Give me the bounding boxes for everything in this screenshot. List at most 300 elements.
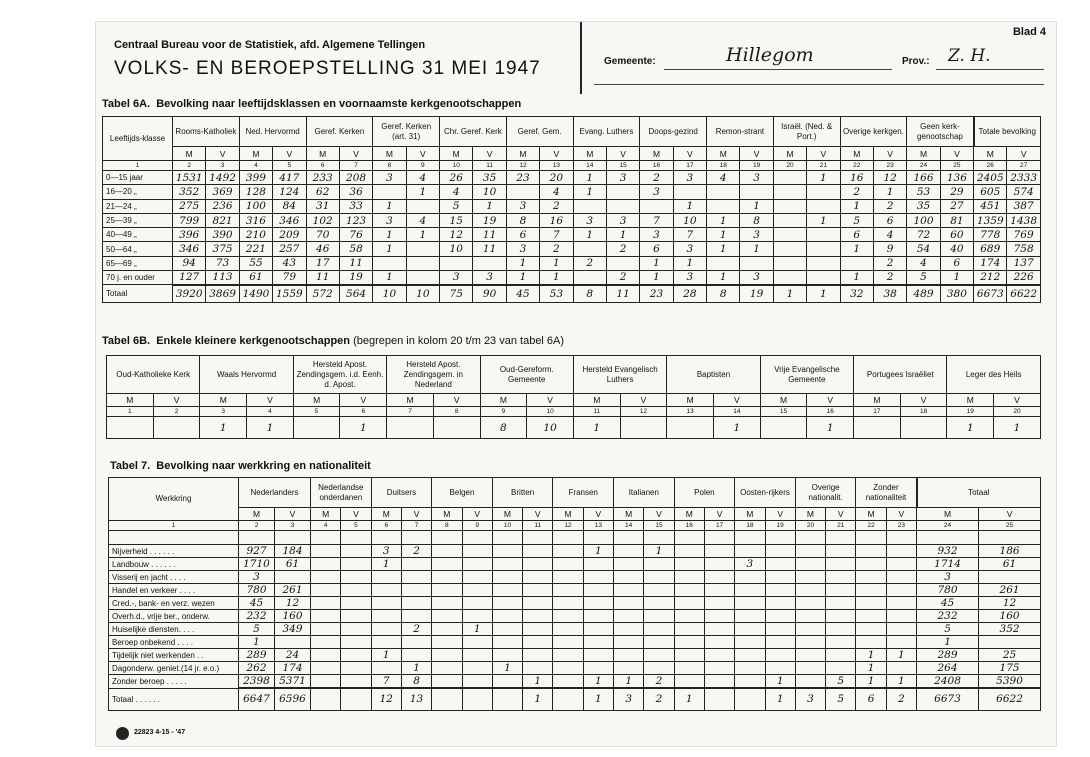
t7-cell — [674, 675, 704, 689]
t6a-cell: 1359 — [974, 213, 1007, 227]
t6a-cell — [807, 256, 840, 270]
t7-cell — [492, 649, 522, 662]
t6a-cell: 19 — [339, 271, 372, 285]
t7-sex-v: V — [341, 508, 371, 521]
t7-col-number: 8 — [432, 521, 462, 531]
t6a-cell — [773, 271, 806, 285]
t6a-cell — [707, 185, 740, 199]
t7-cell — [523, 623, 553, 636]
t7-cell — [432, 597, 462, 610]
t7-cell — [826, 636, 856, 649]
t6a-cell: 1 — [406, 185, 439, 199]
t6a-cell: 3 — [506, 242, 539, 256]
t7-cell: 12 — [979, 597, 1041, 610]
t6a-group-header: Ned. Hervormd — [239, 117, 306, 147]
t7-spacer-cell — [704, 531, 734, 545]
t7-sex-v: V — [979, 508, 1041, 521]
t6a-cell — [773, 213, 806, 227]
t6b-col-number: 4 — [247, 407, 294, 417]
t7-col-number: 16 — [674, 521, 704, 531]
t6a-cell: 210 — [239, 228, 272, 242]
t7-cell — [492, 623, 522, 636]
t7-row-label: Dagonderw. geniet.(14 jr. e.o.) — [109, 662, 239, 675]
t6a-sex-m: M — [306, 147, 339, 161]
t6a-cell: 236 — [206, 199, 239, 213]
t6a-cell — [773, 199, 806, 213]
t6a-total-cell: 11 — [606, 285, 639, 303]
t7-cell: 2 — [644, 675, 674, 689]
t6a-cell: 2 — [540, 242, 573, 256]
t7-cell — [765, 545, 795, 558]
t7-cell — [856, 636, 886, 649]
t7-total-cell: 6622 — [979, 688, 1041, 710]
t7-cell: 1 — [462, 623, 492, 636]
t7-sex-v: V — [462, 508, 492, 521]
t6a-cell: 1 — [640, 256, 673, 270]
t6a-cell — [406, 271, 439, 285]
t7-cell: 5 — [826, 675, 856, 689]
t7-cell — [704, 649, 734, 662]
t6a-cell: 1 — [373, 242, 406, 256]
t7-cell — [826, 662, 856, 675]
t6a-cell: 1 — [373, 199, 406, 213]
t7-cell — [462, 675, 492, 689]
t7-cell: 45 — [239, 597, 275, 610]
t7-cell: 1 — [492, 662, 522, 675]
t7-spacer-cell — [886, 531, 916, 545]
t7-group-header: Overige nationalit. — [795, 478, 856, 508]
t7-total-cell — [704, 688, 734, 710]
t6a-cell: 1 — [740, 199, 773, 213]
t7-cell — [341, 675, 371, 689]
t6b-cell — [387, 417, 434, 439]
t6a-row-label: 16—20 „ — [103, 185, 173, 199]
t6a-col-number: 24 — [907, 161, 940, 171]
t7-cell — [553, 610, 583, 623]
t6b-col-number: 19 — [947, 407, 994, 417]
t7-cell — [432, 584, 462, 597]
t7-cell — [462, 636, 492, 649]
t7-sex-v: V — [644, 508, 674, 521]
t7-cell — [765, 662, 795, 675]
t7-cell — [614, 623, 644, 636]
t7-cell: 1 — [856, 662, 886, 675]
t7-cell — [886, 636, 916, 649]
t7-cell — [886, 662, 916, 675]
t6a-cell: 226 — [1007, 271, 1040, 285]
t7-cell — [432, 571, 462, 584]
t7-cell — [583, 649, 613, 662]
t7-cell: 1 — [614, 675, 644, 689]
t7-group-header: Totaal — [917, 478, 1041, 508]
t6a-cell: 11 — [339, 256, 372, 270]
t7-spacer-cell — [341, 531, 371, 545]
t6a-sex-m: M — [707, 147, 740, 161]
t6a-sex-m: M — [773, 147, 806, 161]
t6b-sex-v: V — [527, 394, 574, 407]
t7-col-number: 23 — [886, 521, 916, 531]
t6a-cell: 2 — [873, 256, 906, 270]
t7-cell — [432, 636, 462, 649]
t7-spacer-cell — [674, 531, 704, 545]
t7-cell — [553, 636, 583, 649]
t7-total-cell: 6596 — [275, 688, 311, 710]
t6a-cell: 70 — [306, 228, 339, 242]
t7-cell — [311, 610, 341, 623]
t7-cell — [553, 545, 583, 558]
t7-cell — [826, 584, 856, 597]
t6a-group-header: Rooms-Katholiek — [173, 117, 240, 147]
t7-row-label: Beroep onbekend . . . . — [109, 636, 239, 649]
t6a-cell: 1 — [540, 271, 573, 285]
t7-cell — [644, 597, 674, 610]
t6a-total-cell: 1 — [773, 285, 806, 303]
t7-cell — [341, 545, 371, 558]
gemeente-underline — [664, 69, 892, 70]
t6a-total-cell: 380 — [940, 285, 973, 303]
t6a-col-number: 7 — [339, 161, 372, 171]
t7-spacer-cell — [239, 531, 275, 545]
t7-row-label: Handel en verkeer . . . . — [109, 584, 239, 597]
t6b-sex-m: M — [760, 394, 807, 407]
t7-cell — [492, 675, 522, 689]
t7-cell — [886, 584, 916, 597]
t6a-row — [103, 171, 1041, 185]
t7-cell: 3 — [917, 571, 979, 584]
t7-col-number: 4 — [311, 521, 341, 531]
t6a-cell — [606, 199, 639, 213]
t7-cell: 174 — [275, 662, 311, 675]
t6a-cell: 6 — [940, 256, 973, 270]
t7-cell — [886, 597, 916, 610]
t6a-col-number: 23 — [873, 161, 906, 171]
t6b-cell: 10 — [527, 417, 574, 439]
t6a-cell: 94 — [173, 256, 206, 270]
t6a-cell: 174 — [974, 256, 1007, 270]
t7-sex-m: M — [795, 508, 825, 521]
t6a-cell: 29 — [940, 185, 973, 199]
t7-cell — [674, 545, 704, 558]
t7-cell — [553, 571, 583, 584]
t6a-row — [103, 242, 1041, 256]
t6a-col-number: 18 — [707, 161, 740, 171]
t7-cell — [644, 649, 674, 662]
t7-row — [109, 636, 1041, 649]
table-6b — [106, 355, 1041, 439]
t6a-cell: 1 — [506, 256, 539, 270]
t7-spacer-cell — [462, 531, 492, 545]
t7-cell — [795, 675, 825, 689]
t7-total-cell — [311, 688, 341, 710]
table-6b-label: Tabel 6B. — [102, 335, 151, 347]
t6a-cell: 3 — [606, 213, 639, 227]
t6a-group-header: Geen kerk-genootschap — [907, 117, 974, 147]
t6a-cell: 1 — [573, 228, 606, 242]
t6b-col-number: 9 — [480, 407, 527, 417]
t7-cell: 1 — [371, 558, 401, 571]
t7-cell: 1 — [856, 675, 886, 689]
t7-cell — [614, 649, 644, 662]
t7-cell — [856, 623, 886, 636]
t7-col-number: 19 — [765, 521, 795, 531]
t6a-row-label: 0—15 jaar — [103, 171, 173, 185]
t6a-group-header: Geref. Kerken (art. 31) — [373, 117, 440, 147]
t6b-group-header: Vrije Evangelische Gemeente — [760, 356, 853, 394]
t7-sex-m: M — [674, 508, 704, 521]
t6a-cell: 20 — [540, 171, 573, 185]
t6a-sex-v: V — [740, 147, 773, 161]
t6a-cell: 209 — [273, 228, 306, 242]
t7-cell: 160 — [979, 610, 1041, 623]
t7-cell: 261 — [979, 584, 1041, 597]
t7-cell — [523, 610, 553, 623]
t6a-total-cell: 53 — [540, 285, 573, 303]
t7-spacer-row — [109, 531, 1041, 545]
t6a-total-cell: 38 — [873, 285, 906, 303]
t6a-cell: 166 — [907, 171, 940, 185]
t6a-total-cell: 8 — [573, 285, 606, 303]
t7-group-header: Oosten-rijkers — [735, 478, 796, 508]
t6a-cell — [406, 242, 439, 256]
t6a-sex-v: V — [940, 147, 973, 161]
t6b-group-header: Hersteld Apost. Zendingsgem. in Nederland — [387, 356, 480, 394]
t7-col-number: 3 — [275, 521, 311, 531]
t6b-cell — [854, 417, 901, 439]
t6b-sex-m: M — [480, 394, 527, 407]
t7-cell — [553, 584, 583, 597]
t7-cell: 1 — [856, 649, 886, 662]
t6a-cell: 1438 — [1007, 213, 1040, 227]
t7-cell — [492, 558, 522, 571]
sheet-number: Blad 4 — [1012, 26, 1046, 38]
t6a-cell: 6 — [840, 228, 873, 242]
t7-cell: 1 — [401, 662, 431, 675]
table-6b-heading — [102, 335, 564, 347]
t6a-cell — [673, 185, 706, 199]
t6b-cell: 1 — [713, 417, 760, 439]
t6a-col-number: 13 — [540, 161, 573, 171]
t7-sex-v: V — [826, 508, 856, 521]
print-code: 22823 4-15 - '47 — [134, 729, 186, 736]
t6b-col-number: 1 — [107, 407, 154, 417]
table-6a-title: Bevolking naar leeftijdsklassen en voornaamste kerkgenootschappen — [156, 98, 522, 110]
t7-cell — [371, 597, 401, 610]
t7-sex-v: V — [765, 508, 795, 521]
t6a-cell: 60 — [940, 228, 973, 242]
t7-cell — [583, 662, 613, 675]
t6b-group-header: Oud-Katholieke Kerk — [107, 356, 200, 394]
t7-cell — [674, 610, 704, 623]
t6a-row-label: 70 j. en ouder — [103, 271, 173, 285]
t7-cell — [462, 558, 492, 571]
t7-cell — [674, 636, 704, 649]
t6a-sex-v: V — [873, 147, 906, 161]
t7-row-label: Cred.-, bank- en verz. wezen — [109, 597, 239, 610]
t7-spacer-cell — [401, 531, 431, 545]
t7-cell: 7 — [371, 675, 401, 689]
t7-cell — [553, 675, 583, 689]
t7-cell: 61 — [275, 558, 311, 571]
t7-sex-m: M — [432, 508, 462, 521]
t7-cell: 1 — [583, 545, 613, 558]
t6a-cell: 46 — [306, 242, 339, 256]
t6a-cell: 316 — [239, 213, 272, 227]
t6b-col-number: 12 — [620, 407, 667, 417]
t6b-col-number: 14 — [713, 407, 760, 417]
t6a-cell: 2 — [873, 271, 906, 285]
t6a-sex-m: M — [173, 147, 206, 161]
t7-cell — [341, 649, 371, 662]
t7-cell — [553, 623, 583, 636]
t7-cell — [614, 636, 644, 649]
t7-number-row — [109, 521, 1041, 531]
t7-cell — [462, 649, 492, 662]
t6a-cell — [406, 256, 439, 270]
t6a-cell: 76 — [339, 228, 372, 242]
t6b-cell: 1 — [807, 417, 854, 439]
t7-cell — [432, 675, 462, 689]
t7-sex-v: V — [886, 508, 916, 521]
t7-cell — [704, 571, 734, 584]
t6a-cell: 128 — [239, 185, 272, 199]
t7-cell — [371, 623, 401, 636]
prov-underline — [936, 69, 1044, 70]
t7-cell — [704, 558, 734, 571]
t6a-cell: 778 — [974, 228, 1007, 242]
t7-row — [109, 623, 1041, 636]
t7-cell: 349 — [275, 623, 311, 636]
t7-group-header: Duitsers — [371, 478, 432, 508]
t7-cell — [311, 636, 341, 649]
t7-cell — [553, 649, 583, 662]
t7-cell — [826, 649, 856, 662]
t6a-col-number: 5 — [273, 161, 306, 171]
t6a-cell: 2 — [606, 271, 639, 285]
header-underline — [594, 84, 1044, 85]
t7-cell — [371, 584, 401, 597]
t6a-cell: 1 — [707, 228, 740, 242]
t7-cell — [765, 649, 795, 662]
census-form-sheet — [96, 22, 1056, 746]
t6a-cell: 12 — [873, 171, 906, 185]
t6b-group-header: Oud-Gereform. Gemeente — [480, 356, 573, 394]
t6b-sex-m: M — [387, 394, 434, 407]
t7-spacer-cell — [371, 531, 401, 545]
t7-cell — [583, 597, 613, 610]
t7-cell — [856, 584, 886, 597]
t6a-cell: 3 — [373, 171, 406, 185]
t6a-cell: 100 — [907, 213, 940, 227]
t7-total-cell: 1 — [523, 688, 553, 710]
t7-col-number: 14 — [614, 521, 644, 531]
t7-spacer-cell — [735, 531, 765, 545]
t7-spacer-cell — [492, 531, 522, 545]
t6a-sex-v: V — [807, 147, 840, 161]
t7-cell — [614, 610, 644, 623]
t6a-cell: 4 — [907, 256, 940, 270]
t7-col-werkkring: Werkkring — [109, 478, 239, 521]
t7-spacer-cell — [583, 531, 613, 545]
t7-cell — [735, 675, 765, 689]
t7-cell — [735, 571, 765, 584]
t7-cell — [856, 545, 886, 558]
t6a-total-cell: 10 — [406, 285, 439, 303]
t7-row-label: Nijverheid . . . . . . — [109, 545, 239, 558]
t6a-group-header: Geref. Gem. — [506, 117, 573, 147]
t7-col-number: 24 — [917, 521, 979, 531]
t7-spacer-cell — [109, 531, 239, 545]
t7-cell — [401, 571, 431, 584]
t6a-cell: 73 — [206, 256, 239, 270]
t7-cell: 780 — [239, 584, 275, 597]
t6a-cell: 7 — [673, 228, 706, 242]
t7-total-cell: 3 — [614, 688, 644, 710]
t6a-cell: 23 — [506, 171, 539, 185]
t6a-cell: 3 — [506, 199, 539, 213]
t6a-sex-v: V — [1007, 147, 1040, 161]
t7-cell — [979, 571, 1041, 584]
t6b-cell — [760, 417, 807, 439]
t6a-cell: 4 — [440, 185, 473, 199]
t7-cell: 160 — [275, 610, 311, 623]
t7-row — [109, 597, 1041, 610]
t6a-col-number: 26 — [974, 161, 1007, 171]
t7-cell — [674, 649, 704, 662]
t6a-cell: 81 — [940, 213, 973, 227]
t6a-cell: 1 — [707, 271, 740, 285]
t7-cell — [341, 584, 371, 597]
t7-cell — [886, 558, 916, 571]
t6b-sex-v: V — [994, 394, 1041, 407]
t7-cell — [856, 558, 886, 571]
t6a-col-number: 6 — [306, 161, 339, 171]
t6a-cell: 1 — [707, 213, 740, 227]
t7-col-number: 25 — [979, 521, 1041, 531]
t6b-col-number: 11 — [573, 407, 620, 417]
t7-spacer-cell — [826, 531, 856, 545]
t7-row — [109, 662, 1041, 675]
t7-cell: 780 — [917, 584, 979, 597]
t7-sex-m: M — [735, 508, 765, 521]
t6a-cell: 113 — [206, 271, 239, 285]
t6b-col-number: 8 — [433, 407, 480, 417]
t6b-cell: 1 — [573, 417, 620, 439]
t6a-cell: 11 — [473, 228, 506, 242]
t7-sex-m: M — [492, 508, 522, 521]
table-6b-title: Enkele kleinere kerkgenootschappen — [156, 335, 351, 347]
t6a-cell: 8 — [506, 213, 539, 227]
t6a-cell: 4 — [406, 171, 439, 185]
t6a-cell — [573, 271, 606, 285]
prov-label: Prov.: — [902, 56, 930, 67]
t6a-total-row — [103, 285, 1041, 303]
t6a-cell: 208 — [339, 171, 372, 185]
t7-cell — [826, 623, 856, 636]
t7-cell: 262 — [239, 662, 275, 675]
t6a-cell: 1 — [840, 271, 873, 285]
t6a-cell — [740, 185, 773, 199]
t6a-sex-m: M — [373, 147, 406, 161]
t6a-col-number: 17 — [673, 161, 706, 171]
t6a-cell: 53 — [907, 185, 940, 199]
t6a-cell: 4 — [406, 213, 439, 227]
t7-cell: 1 — [371, 649, 401, 662]
t6a-cell: 61 — [239, 271, 272, 285]
t6a-cell: 127 — [173, 271, 206, 285]
t6a-cell: 4 — [873, 228, 906, 242]
t6a-cell: 1 — [640, 271, 673, 285]
t6b-cell: 1 — [247, 417, 294, 439]
